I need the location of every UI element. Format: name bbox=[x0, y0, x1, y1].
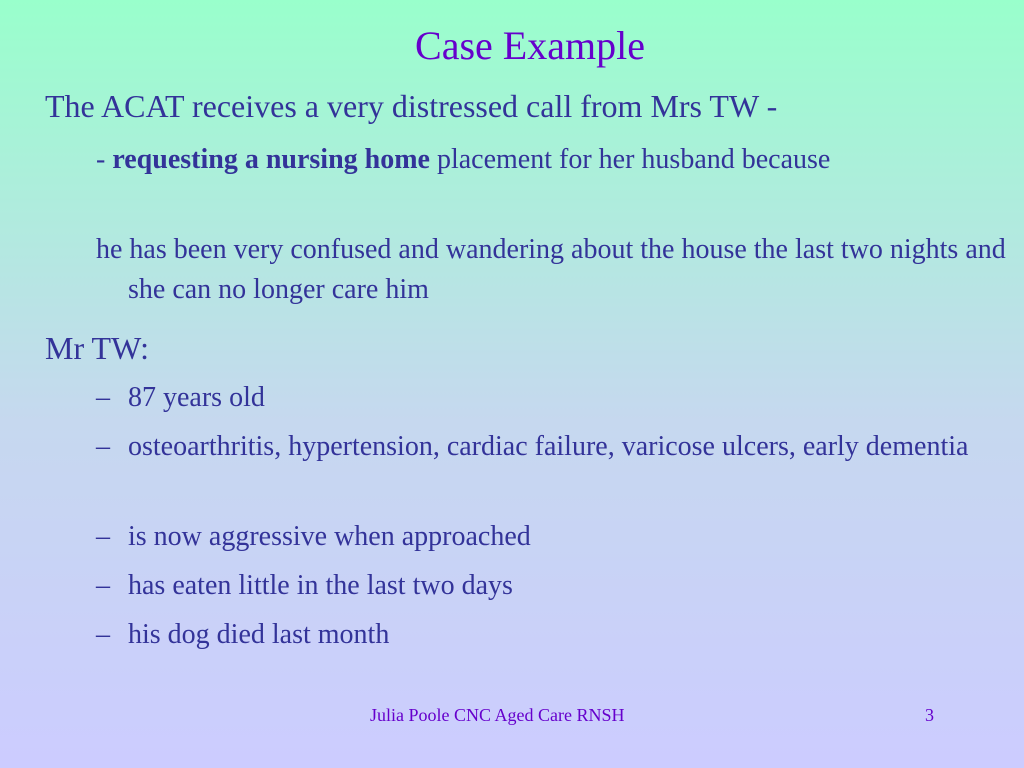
list-item-text: 87 years old bbox=[128, 382, 265, 413]
page-number: 3 bbox=[925, 705, 934, 725]
list-item bbox=[96, 377, 976, 419]
request-rest: placement for her husband because bbox=[429, 144, 831, 175]
request-prefix: - bbox=[96, 144, 113, 175]
dash-bullet: – bbox=[96, 521, 110, 552]
slide-title: Case Example bbox=[415, 23, 645, 68]
intro-text: The ACAT receives a very distressed call from Mrs TW - bbox=[45, 88, 778, 124]
list-item bbox=[96, 565, 976, 607]
list-item-text: his dog died last month bbox=[128, 619, 390, 650]
list-item-text: is now aggressive when approached bbox=[128, 521, 531, 552]
dash-bullet: – bbox=[96, 619, 110, 650]
list-item-text: has eaten little in the last two days bbox=[128, 570, 513, 601]
request-text bbox=[96, 140, 1008, 180]
list-item bbox=[96, 426, 976, 468]
list-item bbox=[96, 614, 976, 656]
request-bold: requesting a nursing home bbox=[112, 144, 430, 175]
list-item-text: osteoarthritis, hypertension, cardiac failure, varicose ulcers, early dementia bbox=[128, 431, 969, 462]
list-item bbox=[96, 516, 976, 558]
dash-bullet: – bbox=[96, 431, 110, 462]
footer-text: Julia Poole CNC Aged Care RNSH bbox=[370, 705, 625, 725]
patient-heading: Mr TW: bbox=[45, 330, 149, 366]
reason-text: he has been very confused and wandering about the house the last two nights and she can no longer care him bbox=[96, 234, 1006, 305]
dash-bullet: – bbox=[96, 382, 110, 413]
dash-bullet: – bbox=[96, 570, 110, 601]
